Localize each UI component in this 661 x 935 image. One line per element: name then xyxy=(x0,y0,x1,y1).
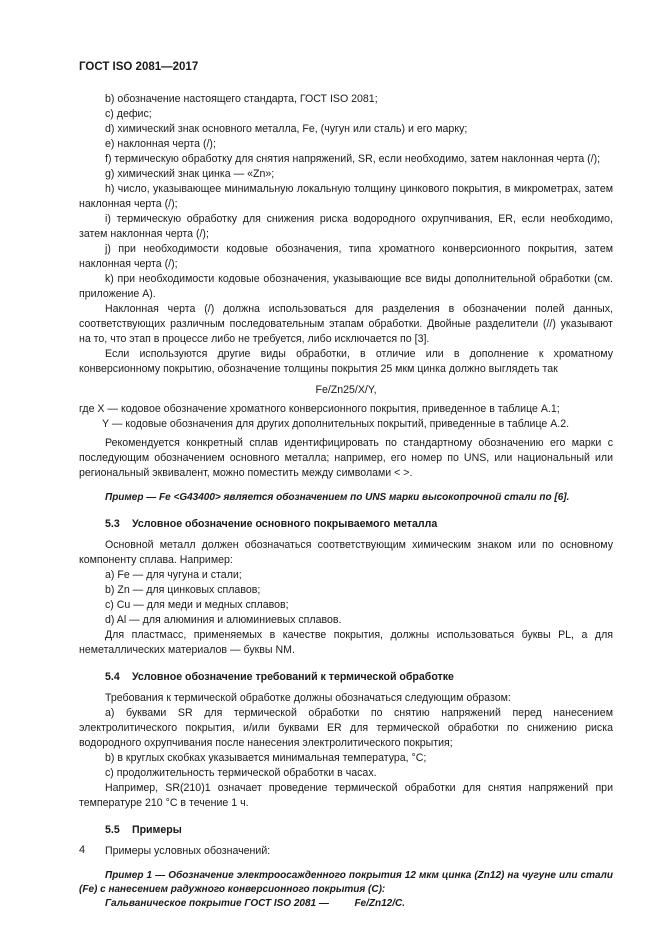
list-item: j) при необходимости кодовые обозначения, типа хроматного конверсионного покрытия, затем наклонная черта (/); xyxy=(79,243,613,270)
where-y-line: Y — кодовые обозначения для других дополнительных покрытий, приведенные в таблице А.2. xyxy=(102,418,570,430)
section-5-3-heading xyxy=(79,517,613,532)
section-number: 5.4 xyxy=(105,671,120,683)
section-title: Примеры xyxy=(131,824,182,836)
list-item: e) наклонная черта (/); xyxy=(105,138,216,150)
list-item: d) Al — для алюминия и алюминиевых сплавов. xyxy=(105,614,342,626)
paragraph-other-treatments: Если используются другие виды обработки, в отличие или в дополнение к хроматному конверсионному покрытию, обозначение толщины покрытия 25 мкм цинка должно выглядеть так xyxy=(79,348,613,375)
page-number: 4 xyxy=(79,844,86,856)
designation-formula: Fe/Zn25/X/Y, xyxy=(315,384,377,396)
section-number: 5.5 xyxy=(105,824,120,836)
where-x-line: где X — кодовое обозначение хроматного конверсионного покрытия, приведенное в таблице А.1; xyxy=(79,403,560,415)
list-item: b) обозначение настоящего стандарта, ГОСТ ISO 2081; xyxy=(105,93,378,105)
list-item: b) Zn — для цинковых сплавов; xyxy=(105,584,261,596)
section-title: Условное обозначение основного покрываемого металла xyxy=(131,518,438,530)
example-uns: Пример — Fe <G43400> является обозначением по UNS марки высокопрочной стали по [6]. xyxy=(105,492,570,503)
section-5-3-intro: Основной металл должен обозначаться соответствующим химическим знаком или по основному компоненту сплава. Например: xyxy=(79,539,613,566)
section-number: 5.3 xyxy=(105,518,120,530)
paragraph-slash-separator: Наклонная черта (/) должна использоваться для разделения в обозначении полей данных, соответствующих различным последовательным этапам обработки. Двойные разделители (//) указывают на то, что этап в процессе либо не требуется, либо исключается по [3]. xyxy=(79,303,613,345)
page-header: ГОСТ ISO 2081—2017 xyxy=(79,61,199,73)
section-5-5-heading xyxy=(79,823,613,838)
list-item: d) химический знак основного металла, Fe, (чугун или сталь) и его марку; xyxy=(105,123,468,135)
section-5-5-intro: Примеры условных обозначений: xyxy=(105,845,271,857)
list-item: f) термическую обработку для снятия напряжений, SR, если необходимо, затем наклонная черта (/); xyxy=(105,153,601,165)
example-1: Пример 1 — Обозначение электроосажденного покрытия 12 мкм цинка (Zn12) на чугуне или стали (Fe) с нанесением радужного конверсионного покрытия (С): xyxy=(79,870,613,895)
list-item: а) Fe — для чугуна и стали; xyxy=(105,569,242,581)
list-item: g) химический знак цинка — «Zn»; xyxy=(105,168,275,180)
section-title: Условное обозначение требований к термической обработке xyxy=(131,671,454,683)
list-item: c) дефис; xyxy=(105,108,152,120)
list-item: i) термическую обработку для снижения риска водородного охрупчивания, ER, если необходимо, затем наклонная черта (/); xyxy=(79,213,613,240)
paragraph-sr-example: Например, SR(210)1 означает проведение термической обработки для снятия напряжений при температуре 210 °C в течение 1 ч. xyxy=(79,782,613,809)
list-item: k) при необходимости кодовые обозначения, указывающие все виды дополнительной обработки (см. приложение А). xyxy=(79,273,613,300)
paragraph-alloy: Рекомендуется конкретный сплав идентифицировать по стандартному обозначению его марки с последующим обозначением основного металла; например, его номер по UNS, или национальный или региональный эквивалент, можно поместить между символами < >. xyxy=(79,437,613,479)
designation-code: Fe/Zn12/C. xyxy=(354,898,406,909)
paragraph-plastics: Для пластмасс, применяемых в качестве покрытия, должны использоваться буквы PL, а для неметаллических материалов — буквы NM. xyxy=(79,629,613,656)
list-item: а) буквами SR для термической обработки по снятию напряжений перед нанесением электролитического покрытия, и/или буквами ER для термической обработки по снижению риска водородного охрупчивания после нанесения электролитического покрытия; xyxy=(79,707,613,749)
list-item: h) число, указывающее минимальную локальную толщину цинкового покрытия, в микрометрах, затем наклонная черта (/); xyxy=(79,183,613,210)
list-item: c) Cu — для меди и медных сплавов; xyxy=(105,599,289,611)
designation-prefix: Гальваническое покрытие ГОСТ ISO 2081 — xyxy=(105,898,329,909)
section-5-4-intro: Требования к термической обработке должны обозначаться следующим образом: xyxy=(105,692,511,704)
page-body xyxy=(79,92,613,911)
section-5-4-heading xyxy=(79,670,613,685)
list-item: c) продолжительность термической обработки в часах. xyxy=(105,767,377,779)
example-1-designation xyxy=(79,897,613,911)
list-item: b) в круглых скобках указывается минимальная температура, °C; xyxy=(105,752,427,764)
